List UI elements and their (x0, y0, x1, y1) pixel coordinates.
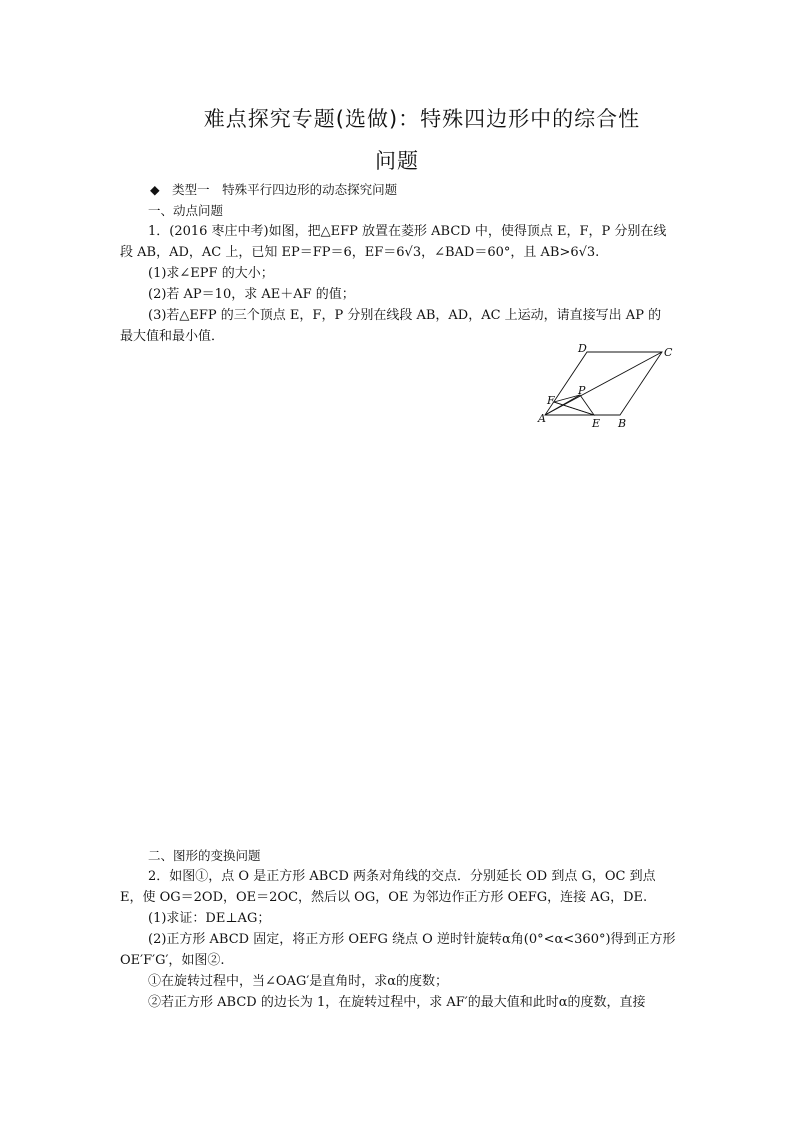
q1-part1: (1)求∠EPF 的大小； (148, 266, 274, 281)
q1-part2: (2)若 AP＝10，求 AE＋AF 的值； (148, 287, 355, 302)
segment-fe (554, 402, 594, 415)
label-p: P (578, 384, 586, 397)
q2-line1: 2．如图①，点 O 是正方形 ABCD 两条对角线的交点．分别延长 OD 到点 G，OC 到点 (148, 869, 656, 884)
rhombus-figure (530, 340, 690, 435)
q2-part2-line2: OE′F′G′，如图②. (120, 953, 225, 968)
label-e: E (592, 417, 601, 430)
label-b: B (618, 417, 627, 430)
page-title-line2: 问题 (375, 149, 419, 173)
q1-part3-line1: (3)若△EFP 的三个顶点 E，F，P 分别在线段 AB，AD，AC 上运动，请直接写出 AP 的 (148, 308, 662, 323)
label-d: D (578, 342, 587, 355)
q2-sub1: ①在旋转过程中，当∠OAG′是直角时，求α的度数； (148, 974, 449, 989)
q2-sub2: ②若正方形 ABCD 的边长为 1，在旋转过程中，求 AF′的最大值和此时α的度数，直接 (148, 995, 646, 1010)
q1-part3-line2: 最大值和最小值． (120, 329, 225, 344)
label-f: F (547, 394, 555, 407)
section2-heading: 二、图形的变换问题 (148, 848, 261, 863)
q1-line2: 段 AB，AD，AC 上，已知 EP＝FP＝6，EF＝6√3，∠BAD＝60°，且 AB>6√3. (120, 245, 600, 260)
q2-part2-line1: (2)正方形 ABCD 固定，将正方形 OEFG 绕点 O 逆时针旋转α角(0°<α<360°)得到正方形 (148, 932, 676, 947)
label-a: A (538, 412, 546, 425)
diagonal-ac (545, 352, 662, 415)
label-c: C (664, 346, 673, 359)
q2-part1: (1)求证：DE⊥AG； (148, 911, 271, 926)
q1-line1: 1．(2016 枣庄中考)如图，把△EFP 放置在菱形 ABCD 中，使得顶点 E，F，P 分别在线 (148, 224, 667, 239)
section1-heading: 一、动点问题 (148, 203, 224, 218)
page-title-line1: 难点探究专题(选做)：特殊四边形中的综合性 (203, 107, 641, 131)
type1-heading: ◆ 类型一 特殊平行四边形的动态探究问题 (150, 182, 398, 197)
q2-line2: E，使 OG＝2OD，OE＝2OC，然后以 OG，OE 为邻边作正方形 OEFG，连接 AG，DE. (120, 890, 648, 905)
